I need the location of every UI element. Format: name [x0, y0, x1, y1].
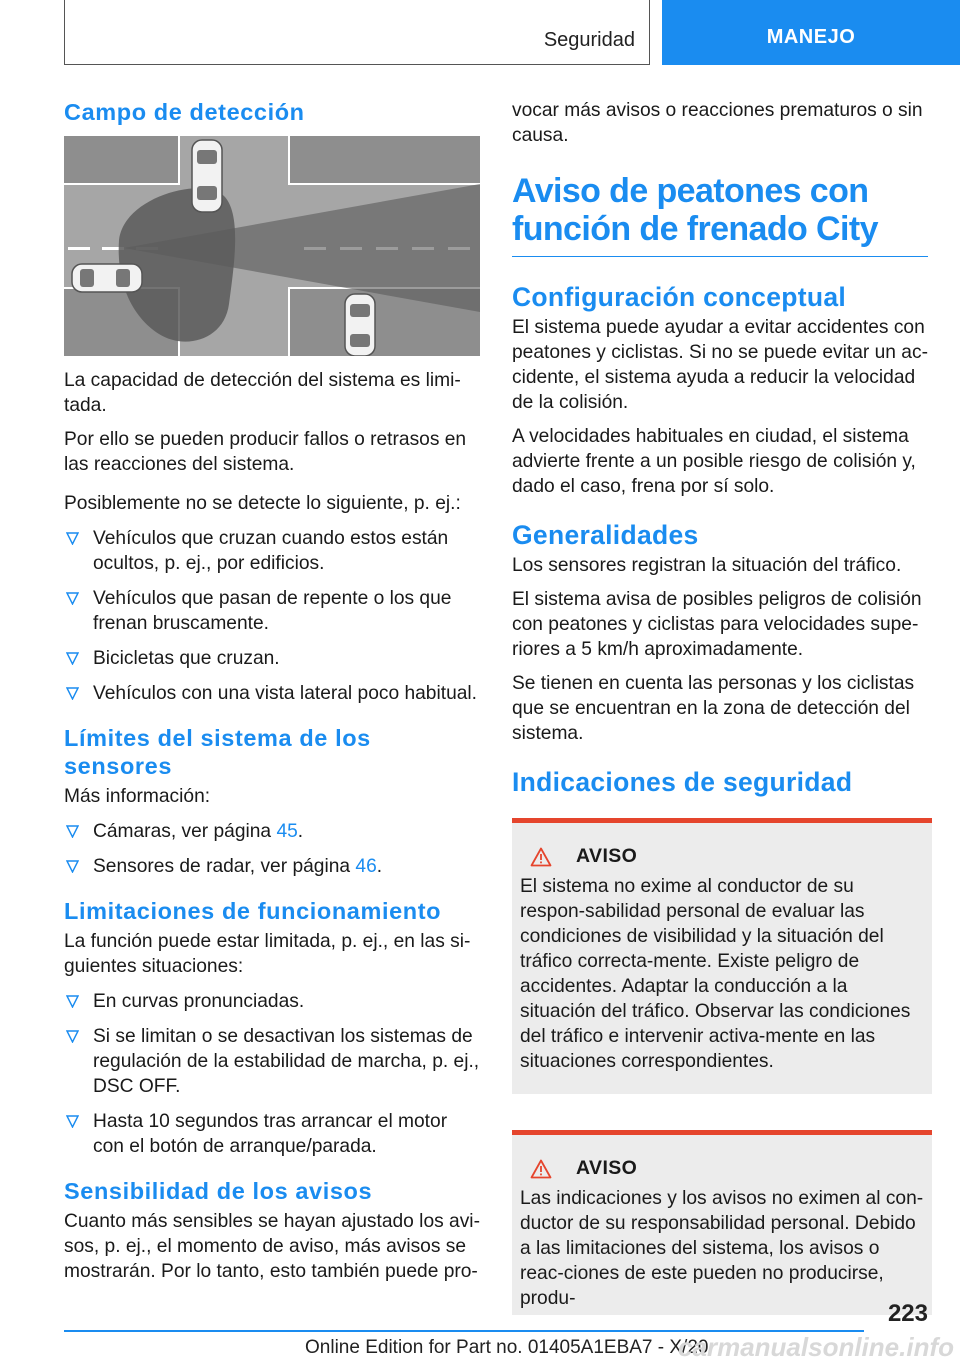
- warning-text: El sistema no exime al conductor de su respon-sabilidad personal de evaluar las condiciones de visibilidad y la situación del tráfico correcta-mente. Existe peligro de accidentes. Adaptar la conducción a la situación del tráfico. Observar las condiciones del tráfico e intervenir activa-mente en las situaciones correspondientes.: [520, 876, 911, 1072]
- warning-triangle-icon: [530, 847, 552, 867]
- heading-general: Generalidades: [512, 520, 699, 550]
- heading-safety: Indicaciones de seguridad: [512, 767, 853, 797]
- triangle-bullet-icon: [66, 995, 79, 1008]
- detection-field-illustration: [64, 136, 480, 356]
- link-page-45[interactable]: 45: [276, 821, 298, 842]
- heading-sensor-limits: Límites del sistema de los sensores: [64, 725, 371, 779]
- right-column: [512, 98, 928, 1315]
- paragraph-general-1: Los sensores registran la situación del tráfico.: [512, 555, 902, 576]
- list-item: Vehículos con una vista lateral poco habitual.: [64, 681, 480, 706]
- warning-header: [530, 1157, 924, 1180]
- car-top: [192, 140, 222, 212]
- list-item: Vehículos que pasan de repente o los que frenan bruscamente.: [64, 586, 480, 636]
- list-item: En curvas pronunciadas.: [64, 989, 480, 1014]
- list-item: Si se limitan o se desactivan los sistemas de regulación de la estabilidad de marcha, p. ej., DSC OFF.: [64, 1024, 480, 1099]
- header-section-title: Seguridad: [543, 29, 635, 51]
- list-item-cameras: Cámaras, ver página 45.: [64, 819, 480, 844]
- triangle-bullet-icon: [66, 1030, 79, 1043]
- list-undetected: [64, 526, 480, 706]
- watermark: carmanualsonline.info: [678, 1332, 954, 1362]
- warning-box-2: [512, 1130, 932, 1315]
- heading-concept: Configuración conceptual: [512, 282, 847, 312]
- paragraph-general-2: El sistema avisa de posibles peligros de colisión con peatones y ciclistas para velocidades supe-riores a 5 km/h aproximadamente.: [512, 589, 922, 660]
- triangle-bullet-icon: [66, 1115, 79, 1128]
- link-page-46[interactable]: 46: [355, 856, 377, 877]
- list-item: Hasta 10 segundos tras arrancar el motor con el botón de arranque/parada.: [64, 1109, 480, 1159]
- triangle-bullet-icon: [66, 860, 79, 873]
- header-section-box: [64, 0, 650, 65]
- paragraph-general-3: Se tienen en cuenta las personas y los ciclistas que se encuentran en la zona de detección del sistema.: [512, 673, 915, 744]
- paragraph-failures: Por ello se pueden producir fallos o retrasos en las reacciones del sistema.: [64, 429, 467, 475]
- list-more-info: [64, 819, 480, 879]
- warning-triangle-icon: [530, 1159, 552, 1179]
- warning-box-1: [512, 818, 932, 1094]
- paragraph-continued: vocar más avisos o reacciones prematuros o sin causa.: [512, 100, 923, 146]
- paragraph-possibly: Posiblemente no se detecte lo siguiente, p. ej.:: [64, 493, 461, 514]
- list-item: Vehículos que cruzan cuando estos están ocultos, p. ej., por edificios.: [64, 526, 480, 576]
- paragraph-concept-2: A velocidades habituales en ciudad, el sistema advierte frente a un posible riesgo de colisión y, dado el caso, frena por sí solo.: [512, 426, 916, 497]
- header-chapter-tab: MANEJO: [662, 0, 960, 65]
- paragraph-capacity: La capacidad de detección del sistema es limi-tada.: [64, 370, 461, 416]
- list-item-radar: Sensores de radar, ver página 46.: [64, 854, 480, 879]
- footer-edition: Online Edition for Part no. 01405A1EBA7 - X/20: [305, 1337, 709, 1358]
- list-item: Bicicletas que cruzan.: [64, 646, 480, 671]
- triangle-bullet-icon: [66, 687, 79, 700]
- heading-sensitivity: Sensibilidad de los avisos: [64, 1178, 373, 1204]
- triangle-bullet-icon: [66, 592, 79, 605]
- list-limitations: [64, 989, 480, 1159]
- warning-title: AVISO: [576, 845, 638, 867]
- triangle-bullet-icon: [66, 652, 79, 665]
- page-number: 223: [887, 1300, 928, 1327]
- triangle-bullet-icon: [66, 825, 79, 838]
- left-column: [64, 98, 480, 1293]
- page-title: Aviso de peatones con función de frenado City: [512, 172, 928, 257]
- warning-header: [530, 845, 924, 868]
- warning-text: Las indicaciones y los avisos no eximen al con-ductor de su responsabilidad personal. Debido a las limitaciones del sistema, los avisos o reac-ciones de este pueden no producirse, produ-: [520, 1188, 924, 1309]
- heading-detection-field: Campo de detección: [64, 99, 305, 125]
- heading-limitations: Limitaciones de funcionamiento: [64, 898, 442, 924]
- warning-title: AVISO: [576, 1157, 638, 1179]
- paragraph-concept-1: El sistema puede ayudar a evitar accidentes con peatones y ciclistas. Si no se puede evitar un ac-cidente, el sistema ayuda a reducir la velocidad de la colisión.: [512, 317, 928, 413]
- triangle-bullet-icon: [66, 532, 79, 545]
- paragraph-limitations: La función puede estar limitada, p. ej., en las si-guientes situaciones:: [64, 931, 471, 977]
- paragraph-sensitivity: Cuanto más sensibles se hayan ajustado los avi-sos, p. ej., el momento de aviso, más avisos se mostrarán. Por lo tanto, esto también puede pro-: [64, 1211, 480, 1282]
- paragraph-more-info: Más información:: [64, 786, 211, 807]
